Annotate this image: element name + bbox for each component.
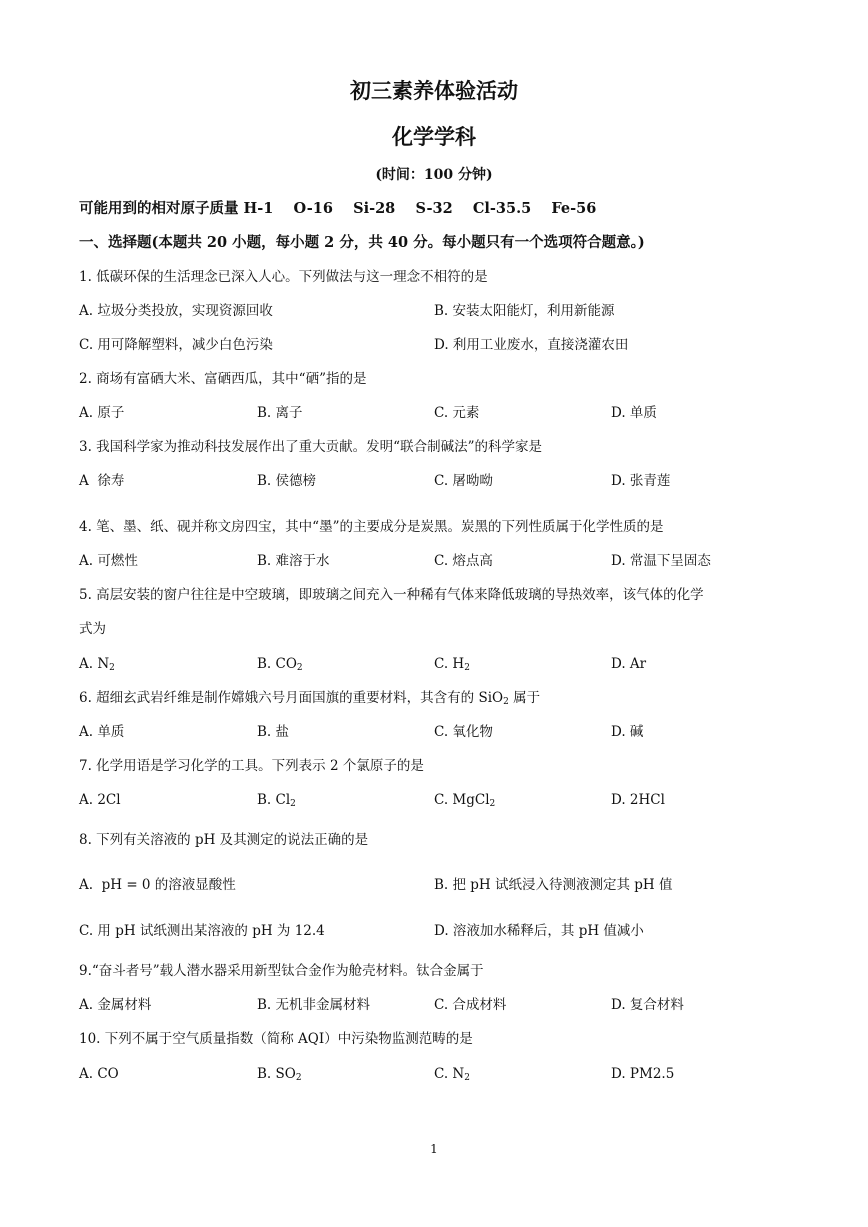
option-c: C. 合成材料 [434,997,507,1013]
question-stem: 7. 化学用语是学习化学的工具。下列表示 2 个氯原子的是 [79,758,424,774]
option-b: B. 把 pH 试纸浸入待测液测定其 pH 值 [434,877,673,893]
question-stem-continued: 式为 [79,621,106,637]
question-stem: 2. 商场有富硒大米、富硒西瓜，其中“硒”指的是 [79,371,367,387]
question-stem: 10. 下列不属于空气质量指数（简称 AQI）中污染物监测范畴的是 [79,1031,473,1047]
option-a: A. CO [79,1066,119,1082]
exam-time: (时间：100 分钟) [375,167,493,183]
option-c: C. $N_2$ [434,1066,470,1083]
option-b: B. 盐 [257,724,290,740]
option-d: D. 碱 [611,724,644,740]
option-a: A. 可燃性 [79,553,138,569]
option-d: D. 单质 [611,405,657,421]
question-stem: 5. 高层安装的窗户往往是中空玻璃，即玻璃之间充入一种稀有气体来降低玻璃的导热效率，该气体的化学 [79,587,704,603]
page-number: 1 [430,1142,438,1156]
option-a: A. pH = 0 的溶液显酸性 [79,877,236,893]
option-a: A. 垃圾分类投放，实现资源回收 [79,303,273,319]
option-d: D. 2HCl [611,792,665,808]
question-stem: 9.“奋斗者号”载人潜水器采用新型钛合金作为舱壳材料。钛合金属于 [79,963,484,979]
option-b: B. 难溶于水 [257,553,330,569]
option-b: B. $Cl_2$ [257,792,296,809]
section-title: 一、选择题(本题共 20 小题，每小题 2 分，共 40 分。每小题只有一个选项符合题意。) [79,234,645,251]
option-b: B. 安装太阳能灯，利用新能源 [434,303,615,319]
option-b: B. 离子 [257,405,303,421]
option-c: C. $H_2$ [434,656,470,673]
page-title: 初三素养体验活动 [350,78,518,103]
question-stem: 6. 超细玄武岩纤维是制作嫦娥六号月面国旗的重要材料，其含有的 SiO$_2$ 属于 [79,690,541,707]
option-a: A. 原子 [79,405,125,421]
option-d: D. 利用工业废水，直接浇灌农田 [434,337,629,353]
option-d: D. 溶液加水稀释后，其 pH 值减小 [434,923,644,939]
option-c: C. 氧化物 [434,724,493,740]
option-b: B. 无机非金属材料 [257,997,371,1013]
atomic-masses: 可能用到的相对原子质量 H-1 O-16 Si-28 S-32 Cl-35.5 Fe-56 [79,200,597,217]
option-b: B. $SO_2$ [257,1066,302,1083]
option-a: A. 2Cl [79,792,121,808]
question-stem: 1. 低碳环保的生活理念已深入人心。下列做法与这一理念不相符的是 [79,269,488,285]
question-stem: 4. 笔、墨、纸、砚并称文房四宝，其中“墨”的主要成分是炭黑。炭黑的下列性质属于化学性质的是 [79,519,664,535]
option-c: C. MgCl$_2$ [434,792,496,809]
option-c: C. 用 pH 试纸测出某溶液的 pH 为 12.4 [79,923,325,939]
option-c: C. 元素 [434,405,480,421]
option-c: C. 熔点高 [434,553,493,569]
option-a: A. 金属材料 [79,997,152,1013]
option-a: A. $N_2$ [79,656,115,673]
option-d: D. 张青莲 [611,473,671,489]
option-d: D. Ar [611,656,647,672]
option-c: C. 屠呦呦 [434,473,493,489]
option-c: C. 用可降解塑料，减少白色污染 [79,337,273,353]
subject-title: 化学学科 [392,124,476,149]
option-d: D. PM2.5 [611,1066,675,1082]
option-b: B. 侯德榜 [257,473,317,489]
question-stem: 8. 下列有关溶液的 pH 及其测定的说法正确的是 [79,832,369,848]
option-b: B. $CO_2$ [257,656,303,673]
option-a: A 徐寿 [79,473,125,489]
option-a: A. 单质 [79,724,125,740]
question-stem: 3. 我国科学家为推动科技发展作出了重大贡献。发明“联合制碱法”的科学家是 [79,439,542,455]
option-d: D. 常温下呈固态 [611,553,711,569]
option-d: D. 复合材料 [611,997,684,1013]
